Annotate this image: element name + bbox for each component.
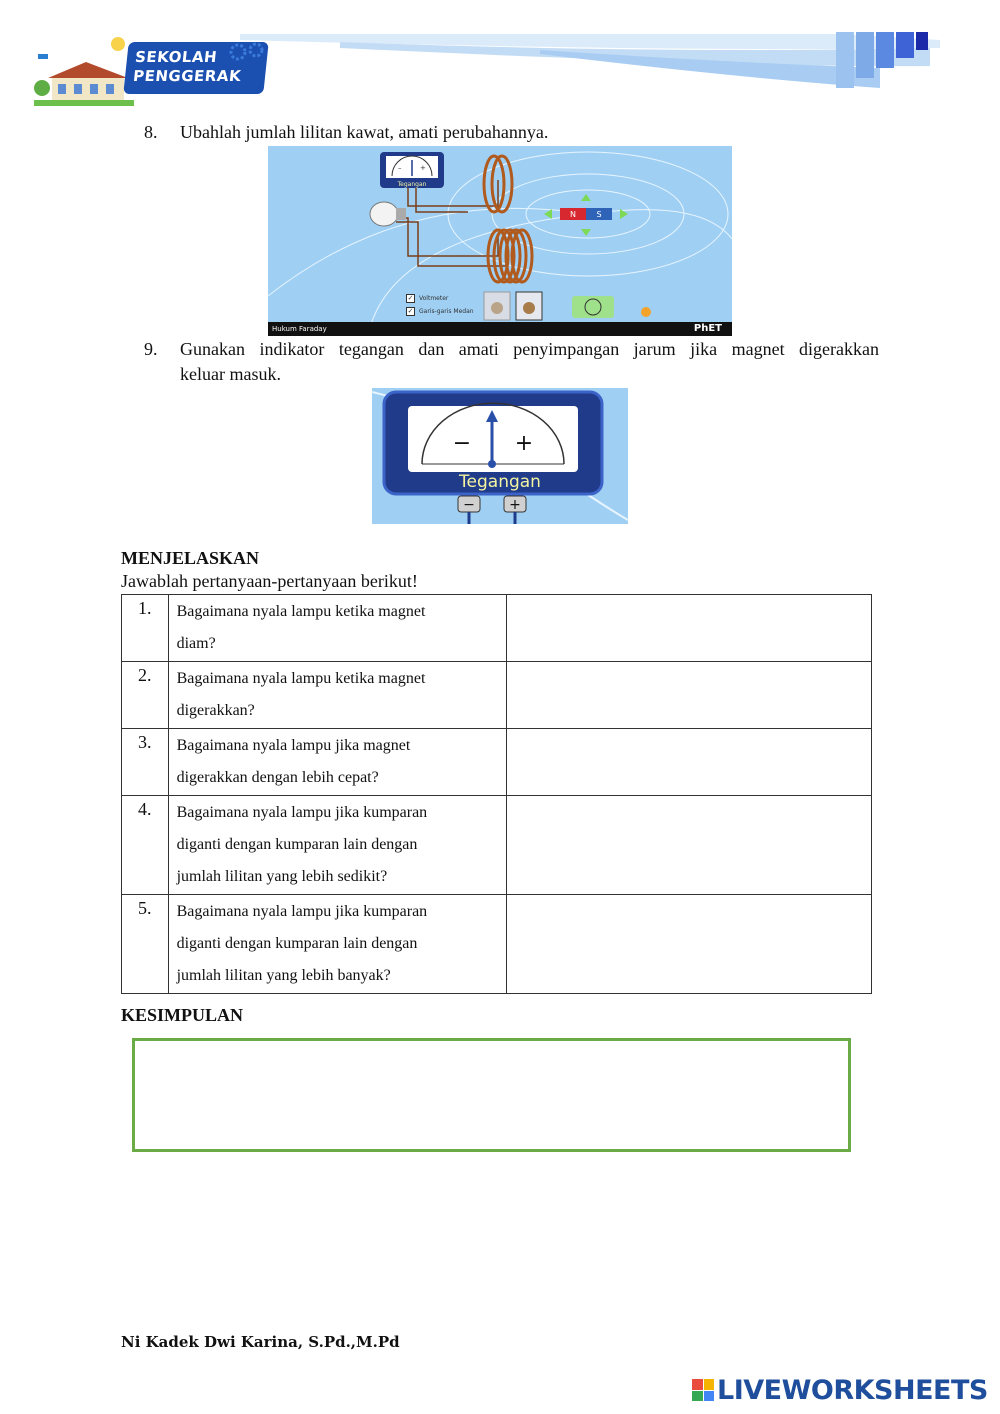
question-line: Bagaimana nyala lampu ketika magnet — [176, 603, 426, 620]
liveworksheets-mark-icon — [692, 1379, 714, 1401]
sekolah-penggerak-logo — [34, 36, 274, 108]
question-text — [168, 729, 506, 796]
question-number: 2. — [122, 662, 169, 729]
step-item-9 — [144, 337, 879, 389]
logo-line-1: SEKOLAH — [134, 48, 219, 66]
question-line: Bagaimana nyala lampu jika kumparan — [176, 903, 428, 920]
step-number: 8. — [144, 122, 158, 142]
conclusion-answer-box[interactable] — [132, 1038, 851, 1152]
question-number: 5. — [122, 895, 169, 994]
phet-logo: PhET — [693, 323, 722, 334]
question-line: digerakkan? — [176, 702, 255, 719]
minus-terminal: − — [463, 497, 475, 513]
question-number: 4. — [122, 796, 169, 895]
liveworksheets-wordmark: LIVEWORKSHEETS — [717, 1374, 988, 1406]
plus-sign: + — [514, 431, 534, 456]
step-text — [180, 337, 879, 387]
simulation-checkboxes — [406, 292, 474, 318]
section-instruction: Jawablah pertanyaan-pertanyaan berikut! — [121, 571, 418, 591]
question-line: diam? — [176, 635, 216, 652]
question-line: jumlah lilitan yang lebih sedikit? — [176, 868, 388, 885]
plus-terminal: + — [509, 497, 521, 513]
table-row — [122, 729, 872, 796]
gears-icon — [228, 40, 268, 64]
field-lines-label: Garis-garis Medan — [419, 308, 474, 315]
faraday-simulation-image — [268, 146, 732, 336]
table-row — [122, 895, 872, 994]
field-lines-diagram — [268, 146, 732, 336]
magnet-north-label: N — [570, 210, 576, 219]
question-text — [168, 796, 506, 895]
voltmeter-diagram — [372, 388, 628, 524]
question-text — [168, 895, 506, 994]
question-line: Bagaimana nyala lampu jika magnet — [176, 737, 411, 754]
magnet-south-label: S — [596, 210, 602, 219]
svg-text:–: – — [398, 164, 402, 172]
question-line: diganti dengan kumparan lain dengan — [176, 836, 418, 853]
answer-cell[interactable] — [506, 595, 871, 662]
step-item-8 — [144, 120, 879, 146]
question-line: Bagaimana nyala lampu ketika magnet — [176, 670, 426, 687]
question-number: 3. — [122, 729, 169, 796]
table-row — [122, 796, 872, 895]
questions-table — [121, 594, 872, 994]
logo-line-2: PENGGERAK — [132, 67, 243, 85]
voltage-label: Tegangan — [459, 472, 541, 492]
voltmeter-label: Voltmeter — [419, 295, 449, 302]
answer-cell[interactable] — [506, 662, 871, 729]
svg-text:+: + — [420, 164, 426, 172]
author-name: Ni Kadek Dwi Karina, S.Pd.,M.Pd — [121, 1333, 400, 1351]
question-line: Bagaimana nyala lampu jika kumparan — [176, 804, 428, 821]
table-row — [122, 662, 872, 729]
answer-cell[interactable] — [506, 729, 871, 796]
step-text-line-2: keluar masuk. — [180, 364, 281, 384]
field-lines-checkbox-row — [406, 305, 474, 318]
section-heading-conclusion: KESIMPULAN — [121, 1005, 244, 1025]
question-line: jumlah lilitan yang lebih banyak? — [176, 967, 391, 984]
table-row — [122, 595, 872, 662]
minus-sign: − — [452, 431, 472, 456]
voltmeter-checkbox-row — [406, 292, 474, 305]
question-number: 1. — [122, 595, 169, 662]
checkbox-checked-icon: ✓ — [407, 307, 414, 315]
checkbox-checked-icon: ✓ — [407, 294, 414, 302]
question-text — [168, 662, 506, 729]
header-decoration — [240, 28, 940, 108]
answer-cell[interactable] — [506, 895, 871, 994]
question-line: diganti dengan kumparan lain dengan — [176, 935, 418, 952]
voltage-indicator-image — [372, 388, 628, 524]
step-text-line-1: Gunakan indikator tegangan dan amati penyimpangan jarum jika magnet digerakkan — [180, 339, 879, 359]
step-text: Ubahlah jumlah lilitan kawat, amati perubahannya. — [180, 122, 549, 142]
answer-cell[interactable] — [506, 796, 871, 895]
simulation-title: Hukum Faraday — [272, 325, 327, 333]
step-number: 9. — [144, 339, 158, 359]
school-building-icon — [34, 36, 134, 108]
liveworksheets-logo — [692, 1374, 988, 1406]
meter-label: Tegangan — [397, 181, 427, 188]
simulation-nav-bar — [268, 322, 732, 336]
question-text — [168, 595, 506, 662]
question-line: digerakkan dengan lebih cepat? — [176, 769, 379, 786]
section-heading-explain: MENJELASKAN — [121, 548, 260, 568]
